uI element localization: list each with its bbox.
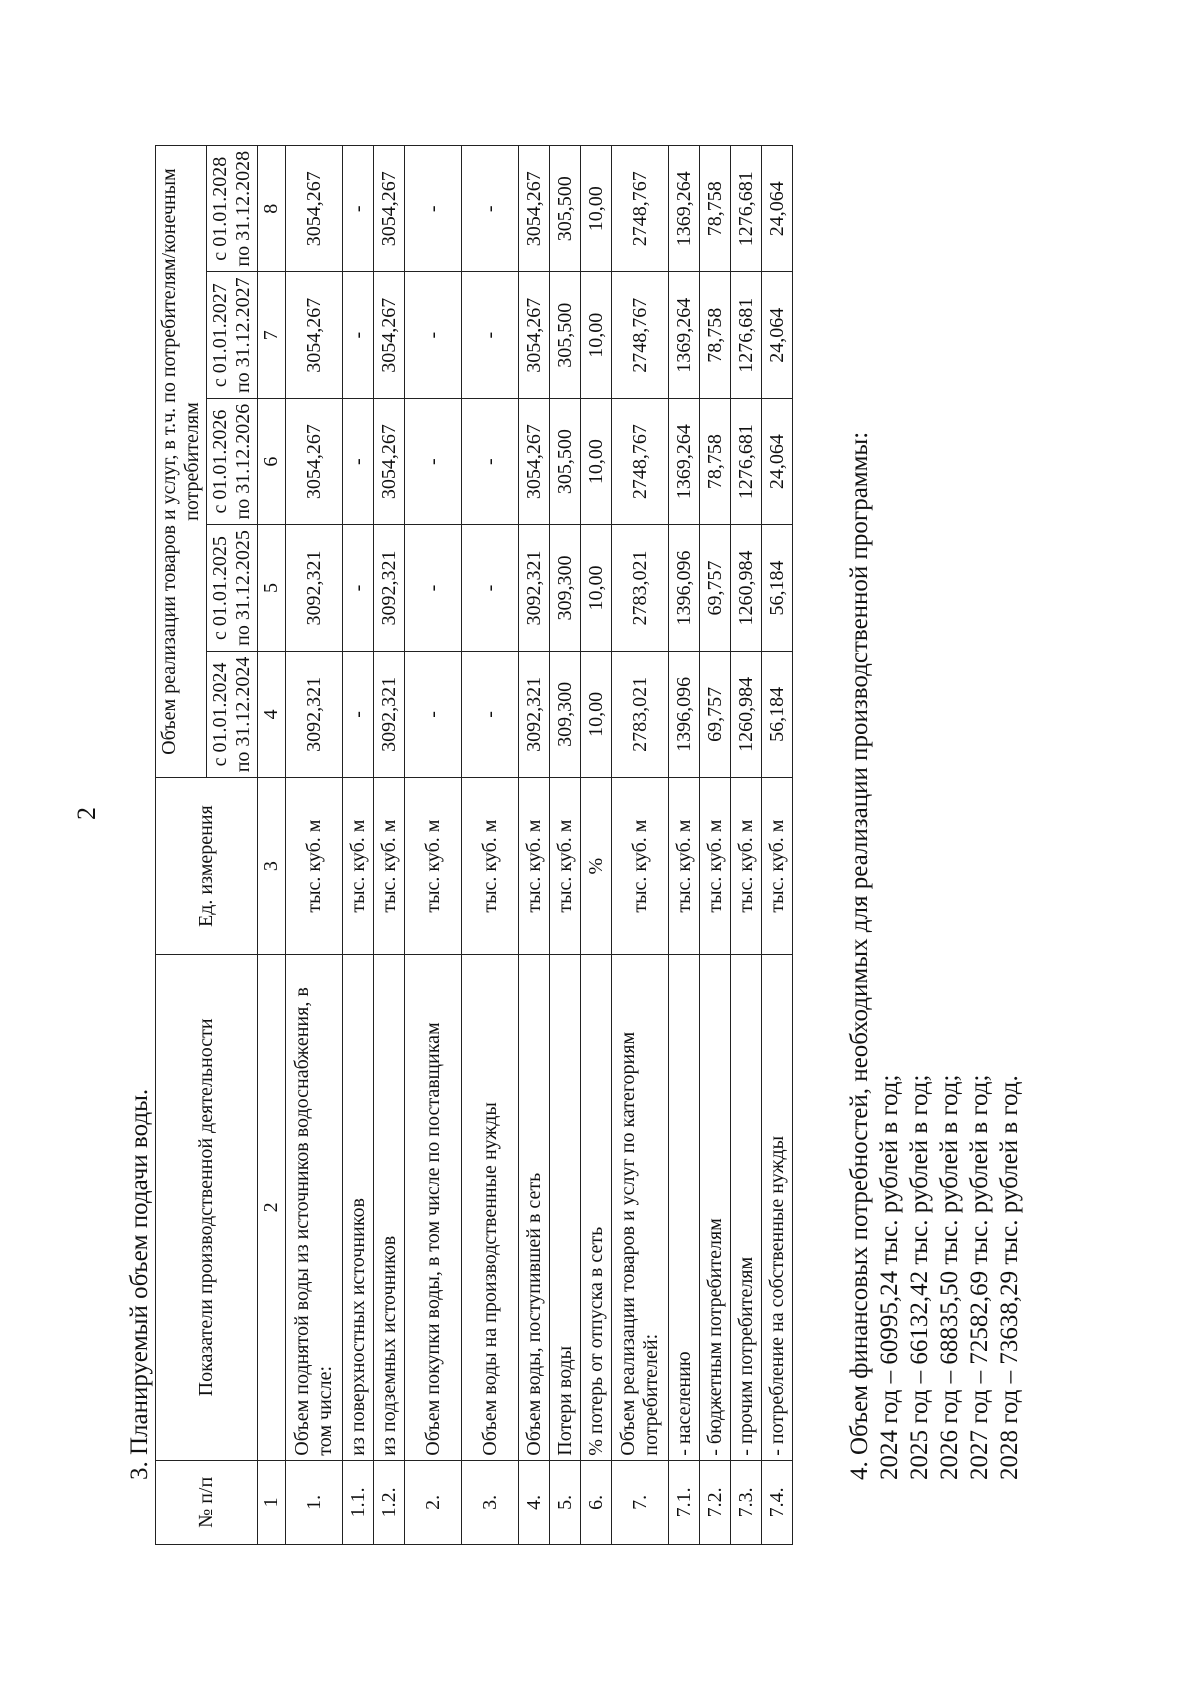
row-unit: тыс. куб. м — [700, 778, 731, 955]
row-value: 3054,267 — [519, 398, 550, 524]
column-number: 6 — [258, 398, 286, 524]
row-unit: тыс. куб. м — [550, 778, 581, 955]
header-period: с 01.01.2027 по 31.12.2027 — [207, 272, 258, 398]
row-value: 3092,321 — [374, 651, 405, 777]
row-unit: тыс. куб. м — [731, 778, 762, 955]
header-period: с 01.01.2025 по 31.12.2025 — [207, 525, 258, 651]
table-row — [700, 146, 731, 1545]
row-value: 3054,267 — [286, 272, 343, 398]
row-value: 24,064 — [762, 398, 793, 524]
row-unit: тыс. куб. м — [374, 778, 405, 955]
row-value: 1396,096 — [669, 651, 700, 777]
row-value: 1369,264 — [669, 398, 700, 524]
financial-need-line: 2024 год – 60995,24 тыс. рублей в год; — [876, 1074, 903, 1480]
table-row — [762, 146, 793, 1545]
page-number: 2 — [72, 807, 101, 820]
row-number: 3. — [462, 1460, 519, 1544]
row-value: 1369,264 — [669, 146, 700, 272]
row-number: 6. — [581, 1460, 612, 1544]
financial-needs-list — [875, 135, 1025, 1480]
header-indicator: Показатели производственной деятельности — [156, 955, 258, 1461]
row-unit: тыс. куб. м — [612, 778, 669, 955]
header-num: № п/п — [156, 1460, 258, 1544]
row-unit: % — [581, 778, 612, 955]
section-4-title: 4. Объем финансовых потребностей, необходимых для реализации производственной программы: — [846, 431, 873, 1480]
row-indicator: из подземных источников — [374, 955, 405, 1461]
row-unit: тыс. куб. м — [405, 778, 462, 955]
row-value: 3092,321 — [519, 525, 550, 651]
row-value: 2748,767 — [612, 398, 669, 524]
header-volume-group: Объем реализации товаров и услуг, в т.ч. по потребителям/конечным потребителям — [156, 146, 207, 778]
row-indicator: Потери воды — [550, 955, 581, 1461]
financial-need-line: 2027 год – 72582,69 тыс. рублей в год; — [966, 1074, 993, 1480]
section-4 — [845, 135, 1025, 1480]
row-value: 3092,321 — [286, 651, 343, 777]
column-number: 3 — [258, 778, 286, 955]
row-value: 56,184 — [762, 651, 793, 777]
row-value: 3092,321 — [519, 651, 550, 777]
row-value: - — [462, 398, 519, 524]
row-indicator: - населению — [669, 955, 700, 1461]
table-row — [550, 146, 581, 1545]
row-value: - — [343, 146, 374, 272]
row-indicator: Объем реализации товаров и услуг по категориям потребителей: — [612, 955, 669, 1461]
row-value: - — [405, 146, 462, 272]
table-row — [462, 146, 519, 1545]
financial-need-line: 2026 год – 68835,50 тыс. рублей в год; — [936, 1074, 963, 1480]
section-3-title: 3. Планируемый объем подачи воды. — [126, 1088, 153, 1480]
row-unit: тыс. куб. м — [462, 778, 519, 955]
rotated-content — [125, 135, 1125, 1545]
row-value: 3054,267 — [519, 146, 550, 272]
row-value: 69,757 — [700, 525, 731, 651]
table-row — [405, 146, 462, 1545]
row-value: 3054,267 — [286, 398, 343, 524]
table-row — [669, 146, 700, 1545]
financial-need-line: 2028 год – 73638,29 тыс. рублей в год. — [996, 1075, 1023, 1480]
row-value: 309,300 — [550, 651, 581, 777]
row-number: 1. — [286, 1460, 343, 1544]
row-value: 3054,267 — [374, 146, 405, 272]
row-number: 7. — [612, 1460, 669, 1544]
header-column-numbers-row — [258, 146, 286, 1545]
column-number: 4 — [258, 651, 286, 777]
row-indicator: Объем воды на производственные нужды — [462, 955, 519, 1461]
header-period: с 01.01.2024 по 31.12.2024 — [207, 651, 258, 777]
row-value: 2748,767 — [612, 272, 669, 398]
row-indicator: - потребление на собственные нужды — [762, 955, 793, 1461]
row-value: 3092,321 — [374, 525, 405, 651]
row-value: 3054,267 — [286, 146, 343, 272]
row-unit: тыс. куб. м — [343, 778, 374, 955]
row-indicator: Объем поднятой воды из источников водоснабжения, в том числе: — [286, 955, 343, 1461]
row-number: 2. — [405, 1460, 462, 1544]
row-value: 309,300 — [550, 525, 581, 651]
row-value: 305,500 — [550, 398, 581, 524]
row-value: 3054,267 — [519, 272, 550, 398]
row-indicator: - прочим потребителям — [731, 955, 762, 1461]
row-value: 3054,267 — [374, 272, 405, 398]
row-value: 10,00 — [581, 272, 612, 398]
table-row — [374, 146, 405, 1545]
row-value: 305,500 — [550, 146, 581, 272]
row-indicator: % потерь от отпуска в сеть — [581, 955, 612, 1461]
header-unit: Ед. измерения — [156, 778, 258, 955]
row-number: 7.1. — [669, 1460, 700, 1544]
header-period: с 01.01.2028 по 31.12.2028 — [207, 146, 258, 272]
row-unit: тыс. куб. м — [669, 778, 700, 955]
row-value: - — [405, 398, 462, 524]
row-value: 1396,096 — [669, 525, 700, 651]
row-value: 2748,767 — [612, 146, 669, 272]
row-number: 7.2. — [700, 1460, 731, 1544]
row-value: 1260,984 — [731, 651, 762, 777]
row-value: 10,00 — [581, 398, 612, 524]
row-indicator: из поверхностных источников — [343, 955, 374, 1461]
row-value: - — [462, 525, 519, 651]
row-value: 1276,681 — [731, 146, 762, 272]
row-number: 7.3. — [731, 1460, 762, 1544]
row-number: 1.2. — [374, 1460, 405, 1544]
row-value: 2783,021 — [612, 525, 669, 651]
row-value: 10,00 — [581, 146, 612, 272]
row-value: 69,757 — [700, 651, 731, 777]
row-value: - — [343, 398, 374, 524]
row-unit: тыс. куб. м — [762, 778, 793, 955]
row-value: 2783,021 — [612, 651, 669, 777]
row-unit: тыс. куб. м — [286, 778, 343, 955]
row-value: - — [405, 525, 462, 651]
table-row — [731, 146, 762, 1545]
row-indicator: Объем покупки воды, в том числе по поставщикам — [405, 955, 462, 1461]
row-value: - — [405, 272, 462, 398]
column-number: 1 — [258, 1460, 286, 1544]
row-value: 10,00 — [581, 525, 612, 651]
row-value: 56,184 — [762, 525, 793, 651]
header-period: с 01.01.2026 по 31.12.2026 — [207, 398, 258, 524]
column-number: 2 — [258, 955, 286, 1461]
row-value: 3092,321 — [286, 525, 343, 651]
row-value: 24,064 — [762, 146, 793, 272]
row-value: 10,00 — [581, 651, 612, 777]
table-row — [519, 146, 550, 1545]
row-value: - — [343, 525, 374, 651]
row-value: - — [343, 651, 374, 777]
column-number: 5 — [258, 525, 286, 651]
row-value: - — [462, 651, 519, 777]
row-indicator: - бюджетным потребителям — [700, 955, 731, 1461]
table-body — [286, 146, 793, 1545]
row-value: 1276,681 — [731, 398, 762, 524]
row-value: 1276,681 — [731, 272, 762, 398]
row-value: 3054,267 — [374, 398, 405, 524]
row-indicator: Объем воды, поступившей в сеть — [519, 955, 550, 1461]
row-value: 78,758 — [700, 272, 731, 398]
row-value: - — [462, 146, 519, 272]
row-value: 1260,984 — [731, 525, 762, 651]
row-unit: тыс. куб. м — [519, 778, 550, 955]
row-value: - — [462, 272, 519, 398]
row-value: 78,758 — [700, 398, 731, 524]
table-row — [612, 146, 669, 1545]
row-value: - — [405, 651, 462, 777]
row-number: 5. — [550, 1460, 581, 1544]
water-supply-table — [155, 145, 793, 1545]
column-number: 7 — [258, 272, 286, 398]
row-value: 305,500 — [550, 272, 581, 398]
table-row — [343, 146, 374, 1545]
financial-need-line: 2025 год – 66132,42 тыс. рублей в год; — [906, 1074, 933, 1480]
column-number: 8 — [258, 146, 286, 272]
row-value: - — [343, 272, 374, 398]
row-number: 1.1. — [343, 1460, 374, 1544]
table-row — [581, 146, 612, 1545]
row-value: 1369,264 — [669, 272, 700, 398]
row-value: 78,758 — [700, 146, 731, 272]
row-number: 7.4. — [762, 1460, 793, 1544]
row-number: 4. — [519, 1460, 550, 1544]
table-row — [286, 146, 343, 1545]
row-value: 24,064 — [762, 272, 793, 398]
